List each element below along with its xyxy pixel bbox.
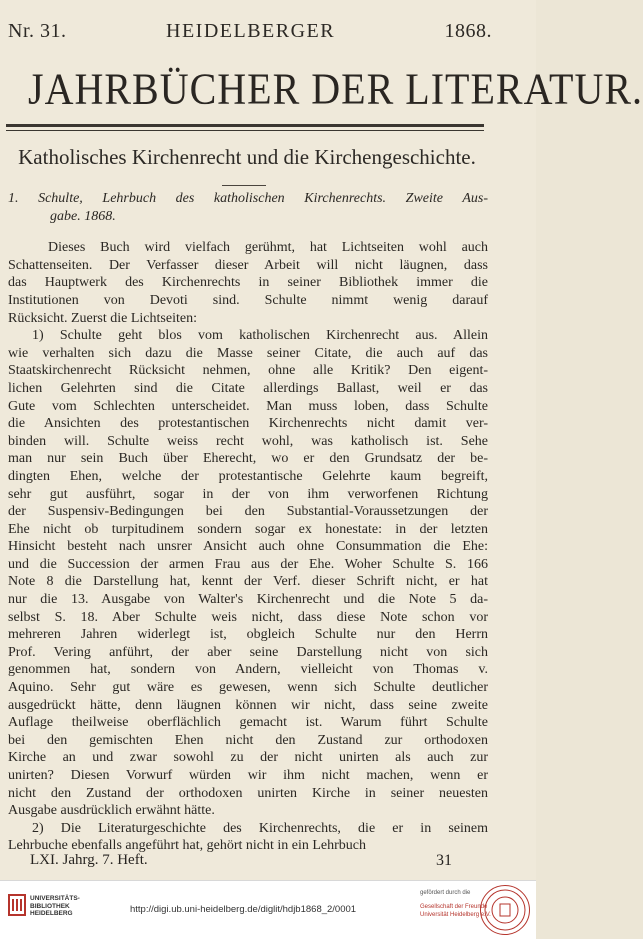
text-line: ausgedrückt hätte, denn läugnen können wir nicht, dass seine zweite bbox=[8, 697, 488, 713]
page-footer bbox=[30, 852, 450, 872]
text-line: Gute vom Schlechten unterscheidet. Man muss loben, dass Schulte bbox=[8, 398, 488, 414]
body-text bbox=[8, 190, 488, 855]
text-line: Auflage theilweise oberflächlich gemacht ist. Warum führt Schulte bbox=[8, 715, 488, 731]
funder-line[interactable]: Universität Heidelberg e.V. bbox=[420, 912, 491, 918]
text-line: Dieses Buch wird vielfach gerühmt, hat Lichtseiten wohl auch bbox=[48, 240, 488, 256]
text-line: 2) Die Literaturgeschichte des Kirchenrechts, die er in seinem bbox=[32, 820, 488, 836]
article-reference bbox=[8, 190, 488, 225]
text-line: sehr gut ausführt, sogar in der von ihm verworfenen Richtung bbox=[8, 486, 488, 502]
issue-number: Nr. 31. bbox=[8, 20, 67, 42]
section-divider bbox=[222, 185, 266, 186]
funding-label: gefördert durch die bbox=[420, 890, 471, 896]
year: 1868. bbox=[444, 20, 492, 42]
text-line: Ehe nicht ob turpitudinem sondern sogar ex honestate: in der letzten bbox=[8, 521, 488, 537]
text-line: Rücksicht. Zuerst die Lichtseiten: bbox=[8, 310, 197, 326]
funder-line[interactable]: Gesellschaft der Freunde bbox=[420, 904, 488, 910]
page-number: 31 bbox=[436, 852, 452, 869]
text-line: genommen hat, sondern von Andern, vielleicht von Thomas v. bbox=[8, 662, 488, 678]
signature-mark: LXI. Jahrg. 7. Heft. bbox=[30, 852, 148, 868]
text-line: Kirche an und zwar sowohl zu der nicht unirten als auch zur bbox=[8, 750, 488, 766]
library-name-line: BIBLIOTHEK bbox=[30, 902, 70, 910]
text-line: Institutionen von Devoti sind. Schulte nimmt wenig darauf bbox=[8, 292, 488, 308]
title-rule-thick bbox=[6, 124, 484, 127]
text-line: nicht den Zustand der orthodoxen unirten Kirche in seiner neuesten bbox=[8, 785, 488, 801]
text-line: dingten Ehen, welche der protestantische Gelehrte kaum begreift, bbox=[8, 468, 488, 484]
library-name-line: UNIVERSITÄTS- bbox=[30, 895, 80, 902]
article-line: gabe. 1868. bbox=[50, 208, 116, 224]
text-line: Note 8 die Darstellung hat, kennt der Verf. dieser Schrift nicht, er hat bbox=[8, 574, 488, 590]
journal-title: JAHRBÜCHER DER LITERATUR. bbox=[28, 63, 643, 114]
text-line: man nur sein Buch über Eherecht, wo er den Grundsatz der be- bbox=[8, 451, 488, 467]
library-name-line: HEIDELBERG bbox=[30, 910, 73, 917]
text-line: Schattenseiten. Der Verfasser dieser Arbeit will nicht läugnen, dass bbox=[8, 257, 488, 273]
text-line: Hinsicht besteht nach unsrer Ansicht auch ohne Consummation die Ehe: bbox=[8, 539, 488, 555]
text-line: Ausgabe ausdrücklich erwähnt hätte. bbox=[8, 803, 215, 819]
text-line: mehreren Jahren widerlegt ist, obgleich Schulte nur den Herrn bbox=[8, 627, 488, 643]
text-line: die Ansichten des protestantischen Kirchenrechts nicht damit ver- bbox=[8, 416, 488, 432]
text-line: binden will. Schulte weiss recht wohl, was katholisch ist. Sehe bbox=[8, 433, 488, 449]
paragraphs bbox=[8, 239, 488, 855]
text-line: lichen Gelehrten sind die Citate allerdings Ballast, weil er das bbox=[8, 380, 488, 396]
text-line: wie verhalten sich dazu die Masse seiner Citate, die auch auf das bbox=[8, 345, 488, 361]
viewer-bar bbox=[0, 880, 536, 939]
text-line: bei den gemischten Ehen nicht den Zustand zur orthodoxen bbox=[8, 732, 488, 748]
text-line: der Suspensiv-Bedingungen bei den Substantial-Voraussetzungen der bbox=[8, 504, 488, 520]
permalink-url[interactable]: http://digi.ub.uni-heidelberg.de/diglit/hdjb1868_2/0001 bbox=[130, 904, 357, 915]
library-logo-icon bbox=[8, 893, 26, 917]
text-line: selbst S. 18. Aber Schulte weis nicht, dass diese Note schon vor bbox=[8, 609, 488, 625]
running-title: HEIDELBERGER bbox=[166, 20, 336, 42]
library-name[interactable] bbox=[30, 895, 80, 918]
text-line: Aquino. Sehr gut wäre es gewesen, wenn sich Schulte deutlicher bbox=[8, 680, 488, 696]
text-line: Staatskirchenrecht Rücksicht nehmen, ohne alle Kritik? Den eigent- bbox=[8, 363, 488, 379]
text-line: das Hauptwerk des Kirchenrechts in seiner Bibliothek immer die bbox=[8, 275, 488, 291]
article-line: 1. Schulte, Lehrbuch des katholischen Kirchenrechts. Zweite Aus- bbox=[8, 191, 488, 206]
text-line: unirten? Diesen Vorwurf würden wir ihm nicht machen, wenn er bbox=[8, 768, 488, 783]
text-line: und die Succession der armen Frau aus der Ehe. Woher Schulte S. 166 bbox=[8, 556, 488, 572]
text-line: nur die 13. Ausgabe von Walter's Kirchenrecht und die Note 5 da- bbox=[8, 592, 488, 608]
text-line: Lehrbuche ebenfalls angeführt hat, gehört nicht in ein Lehrbuch bbox=[8, 838, 367, 854]
title-rule-thin bbox=[6, 130, 484, 131]
university-seal-icon bbox=[480, 885, 530, 935]
text-line: 1) Schulte geht blos vom katholischen Kirchenrecht aus. Allein bbox=[32, 328, 488, 344]
text-line: Prof. Vering anführt, der aber seine Darstellung nicht von sich bbox=[8, 644, 488, 660]
running-header bbox=[8, 18, 492, 48]
section-title: Katholisches Kirchenrecht und die Kirchengeschichte. bbox=[18, 145, 476, 169]
